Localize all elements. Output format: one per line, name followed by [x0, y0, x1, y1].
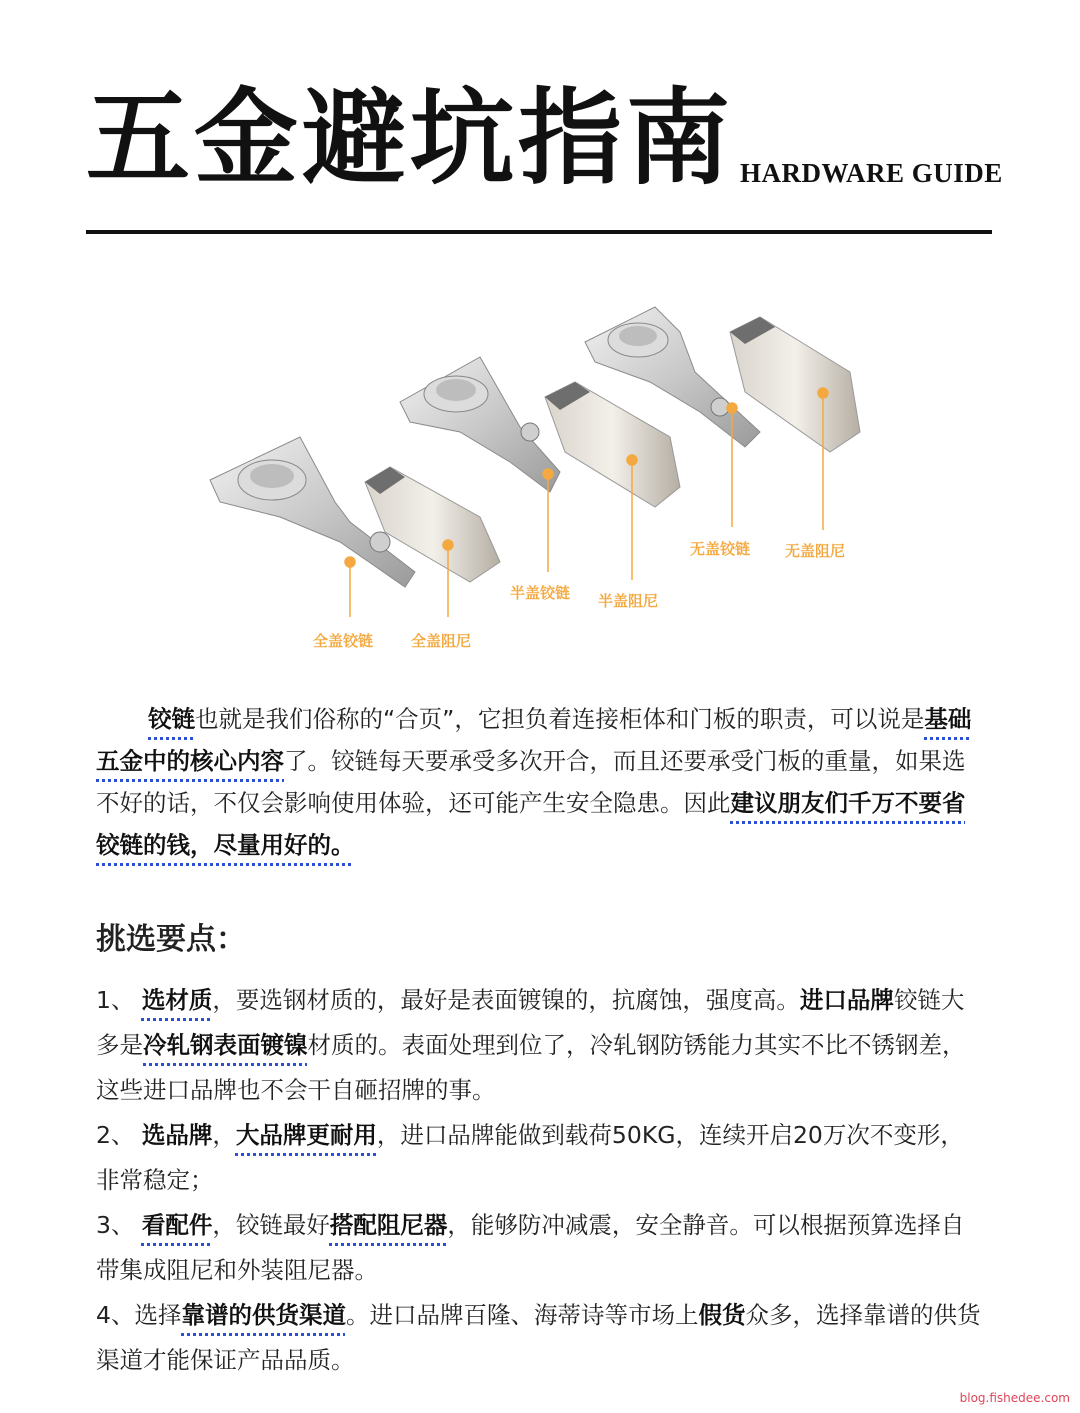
point-text: 。进口品牌百隆、海蒂诗等市场上: [345, 1301, 699, 1329]
point-number: 4、选择: [96, 1301, 182, 1329]
keyword-hinge: 铰链: [148, 705, 195, 733]
hinge-product-photo: [200, 262, 880, 660]
point-text: ，进口品牌能做到载荷50KG，连续开启20万次不变形，非常稳定；: [96, 1121, 964, 1194]
page-title: 五金避坑指南: [86, 76, 735, 199]
keyword-big-brand: 大品牌更耐用: [235, 1121, 377, 1149]
point-number: 2、: [96, 1121, 142, 1149]
label-full-damper: 全盖阻尼: [411, 632, 472, 650]
keyword-advice: 建议朋友们千万不要省铰链的钱，尽量用好的。: [96, 789, 966, 859]
page-subtitle: HARDWARE GUIDE: [740, 158, 1003, 188]
point-text: 众多，选择靠谱的供货渠道才能保证产品品质。: [96, 1301, 981, 1374]
point-4: [96, 1293, 986, 1383]
keyword-counterfeit: 假货: [698, 1301, 746, 1329]
keyword-supply-channel: 靠谱的供货渠道: [181, 1301, 346, 1329]
hinge-half-overlay: [400, 357, 560, 492]
title-divider: [86, 230, 992, 234]
intro-text-2: 了。铰链每天要承受多次开合，而且还要承受门板的重量，如果选不好的话，不仅会影响使用体验，还可能产生安全隐患。因此: [96, 747, 966, 817]
keyword-core-content: 基础五金中的核心内容: [96, 705, 972, 775]
label-full-hinge: 全盖铰链: [313, 632, 374, 650]
keyword-damper: 搭配阻尼器: [329, 1211, 448, 1239]
damper-half-overlay: [545, 382, 680, 507]
point-1: [96, 978, 986, 1113]
keyword-material: 选材质: [141, 986, 213, 1014]
watermark: blog.fishedee.com: [959, 1391, 1070, 1405]
selection-points: [96, 978, 986, 1383]
point-number: 3、: [96, 1211, 142, 1239]
point-text: 材质的。表面处理到位了，冷轧钢防锈能力其实不比不锈钢差，这些进口品牌也不会干自砸招牌的事。: [96, 1031, 966, 1104]
point-text: ，要选钢材质的，最好是表面镀镍的，抗腐蚀，强度高。: [212, 986, 800, 1014]
section-heading: 挑选要点：: [96, 922, 246, 957]
label-inset-hinge: 无盖铰链: [690, 540, 751, 558]
point-3: [96, 1203, 986, 1293]
keyword-cold-rolled-steel: 冷轧钢表面镀镍: [143, 1031, 308, 1059]
point-text: 铰链大多是: [96, 986, 965, 1059]
point-text: ，能够防冲减震，安全静音。可以根据预算选择自带集成阻尼和外装阻尼器。: [96, 1211, 965, 1284]
point-number: 1、: [96, 986, 142, 1014]
label-half-hinge: 半盖铰链: [510, 584, 571, 602]
point-text: ，: [212, 1121, 236, 1149]
keyword-imported-brand: 进口品牌: [799, 986, 894, 1014]
intro-paragraph: [96, 698, 986, 866]
keyword-brand: 选品牌: [141, 1121, 213, 1149]
point-text: ，铰链最好: [212, 1211, 330, 1239]
label-half-damper: 半盖阻尼: [598, 592, 659, 610]
intro-text-1: 也就是我们俗称的“合页”，它担负着连接柜体和门板的职责，可以说是: [195, 705, 925, 733]
keyword-accessories: 看配件: [141, 1211, 213, 1239]
point-2: [96, 1113, 986, 1203]
label-inset-damper: 无盖阻尼: [785, 542, 846, 560]
